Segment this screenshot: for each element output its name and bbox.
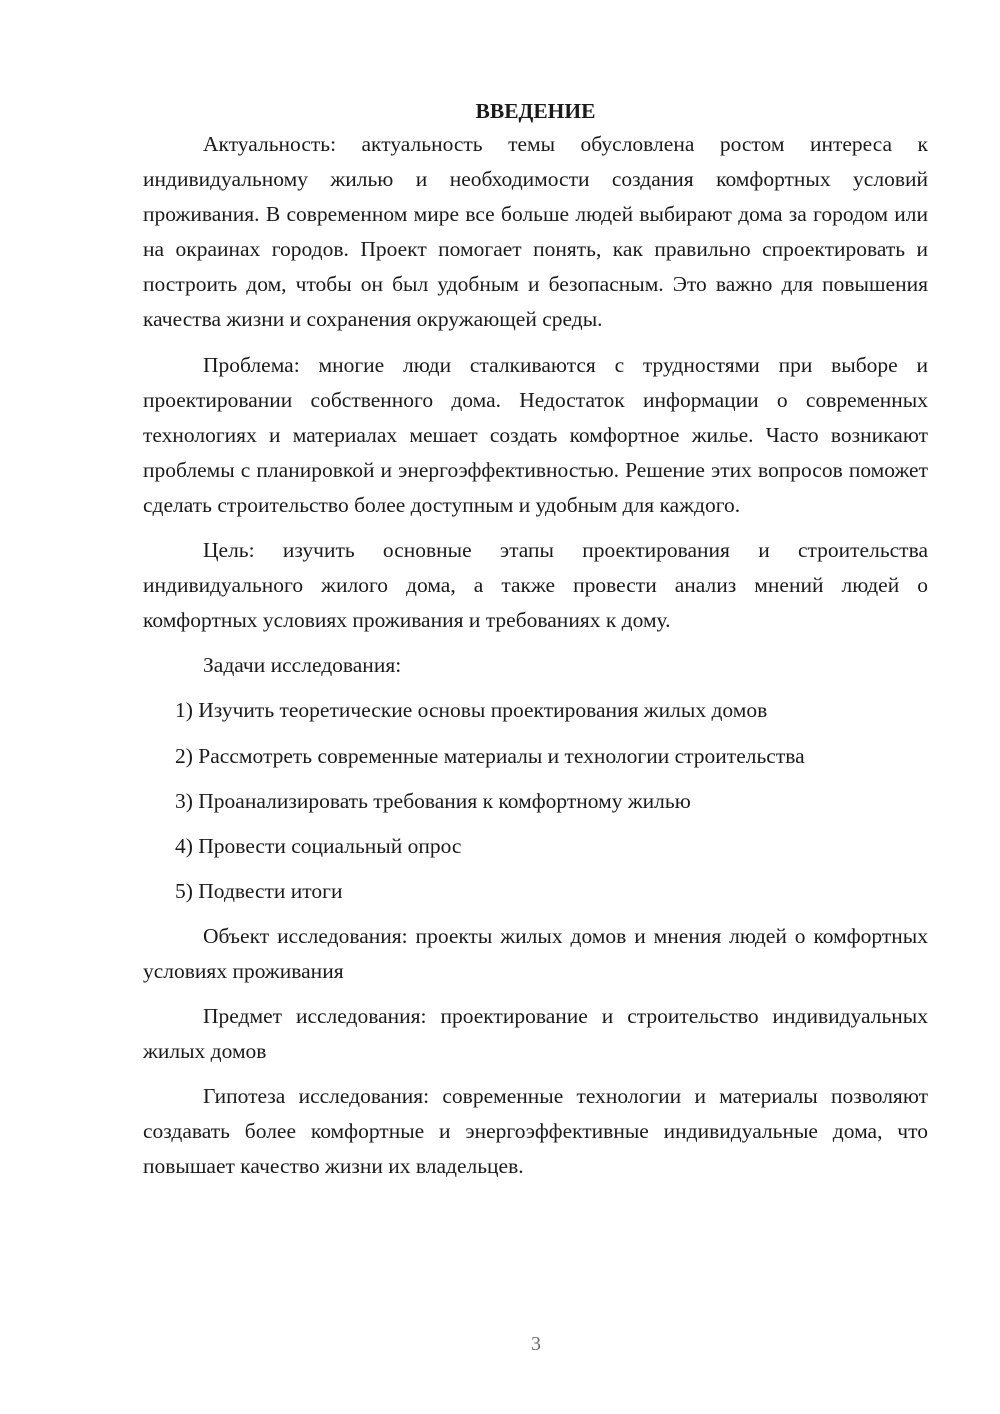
page-content [143,96,928,1195]
tasks-list [143,693,928,908]
task-item-1: 1) Изучить теоретические основы проектирования жилых домов [175,698,768,723]
problem-paragraph: Проблема: многие люди сталкиваются с трудностями при выборе и проектировании собственного дома. Недостаток информации о современных технологиях и материалах мешает создать комфортное жилье. Часто возникают проблемы с планировкой и энергоэффективностью. Решение этих вопросов поможет сделать строительство более доступным и удобным для каждого. [143,352,928,517]
tasks-heading: Задачи исследования: [203,653,402,678]
task-item-2: 2) Рассмотреть современные материалы и технологии строительства [175,743,805,768]
task-item-5: 5) Подвести итоги [175,878,343,903]
task-item-4: 4) Провести социальный опрос [175,833,462,858]
page-number: 3 [531,1333,541,1355]
task-item-3: 3) Проанализировать требования к комфортному жилью [175,788,691,813]
relevance-paragraph: Актуальность: актуальность темы обусловлена ростом интереса к индивидуальному жилью и необходимости создания комфортных условий проживания. В современном мире все больше людей выбирают дома за городом или на окраинах городов. Проект помогает понять, как правильно спроектировать и построить дом, чтобы он был удобным и безопасным. Это важно для повышения качества жизни и сохранения окружающей среды. [143,132,928,332]
hypothesis-paragraph: Гипотеза исследования: современные технологии и материалы позволяют создавать более комфортные и энергоэффективные индивидуальные дома, что повышает качество жизни их владельцев. [143,1084,928,1179]
subject-paragraph: Предмет исследования: проектирование и строительство индивидуальных жилых домов [143,1004,928,1064]
page-title: ВВЕДЕНИЕ [475,99,596,123]
goal-paragraph: Цель: изучить основные этапы проектирования и строительства индивидуального жилого дома, а также провести анализ мнений людей о комфортных условиях проживания и требованиях к дому. [143,538,928,633]
object-paragraph: Объект исследования: проекты жилых домов и мнения людей о комфортных условиях проживания [143,923,928,983]
